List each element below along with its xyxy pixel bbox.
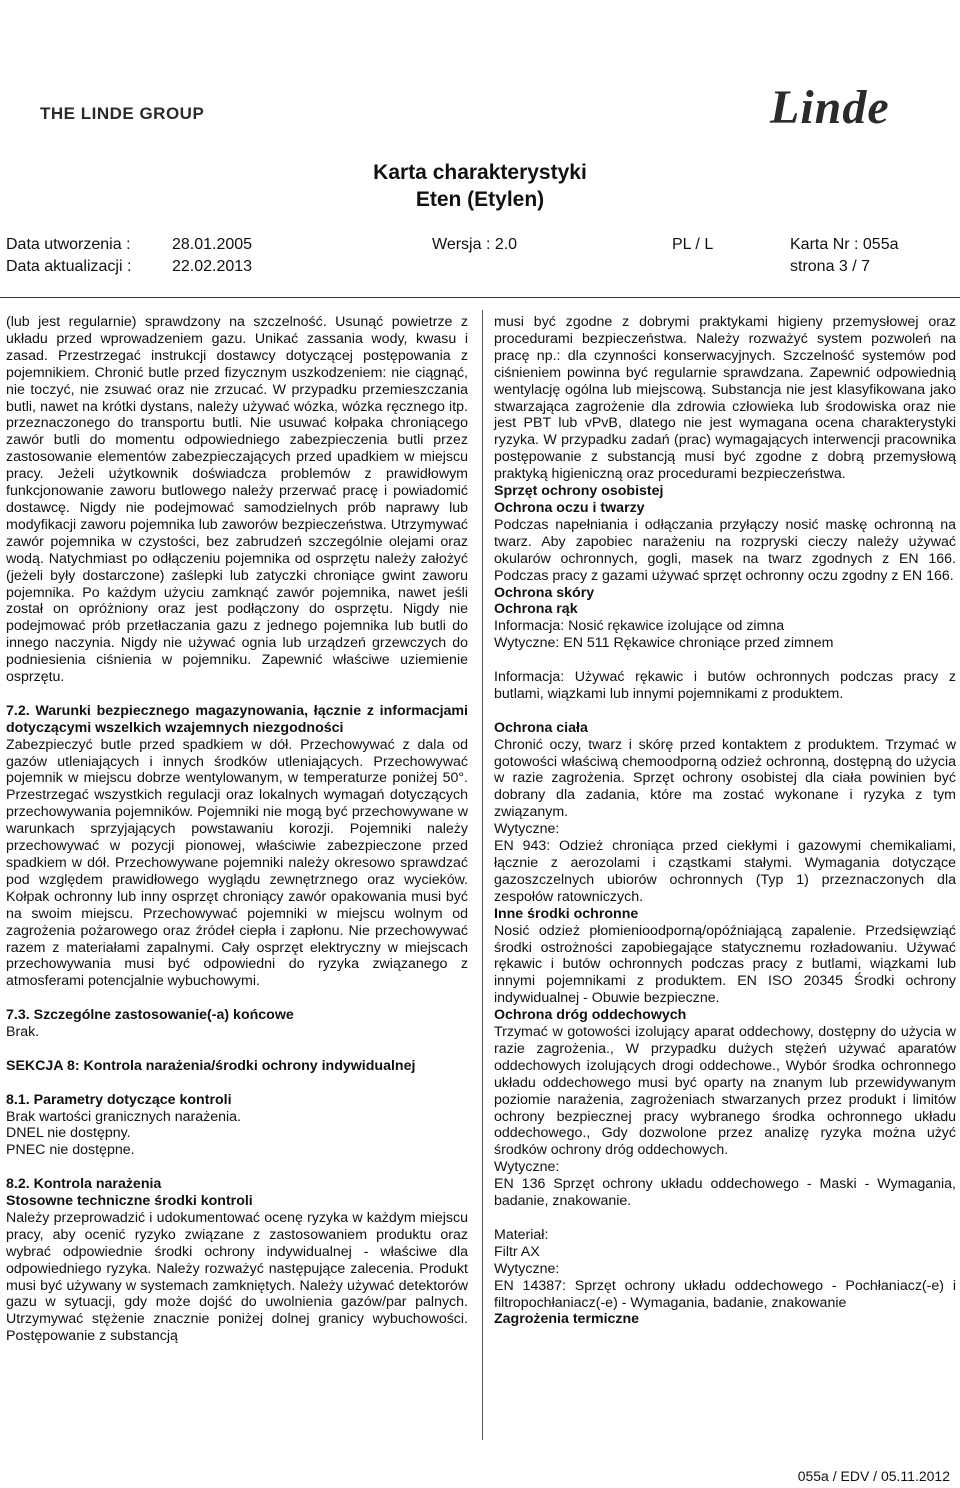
document-header [0,0,960,300]
storage-text: Zabezpieczyć butle przed spadkiem w dół. Przechowywać z dala od gazów utleniających i innych środków utleniających. Przechowywać pojemnik w miejscu dobrze wentylowanym, w temperaturze poniżej 50°. Przestrzegać wszystkich regulacji oraz lokalnych wymagań dotyczących przechowywania pojemników. Pojemniki nie mogą być przechowywane w warunkach sprzyjających powstawaniu korozji. Pojemniki należy przechowywać w pozycji pionowej, właściwie zabezpieczone przed spadkiem w dół. Przechowywane pojemniki należy okresowo sprawdzać pod względem prawidłowego wyglądu zewnętrznego oraz wycieków. Kołpak ochronny lub inny osprzęt chroniący zawór opakowania musi być na swoim miejscu. Przechowywać pojemniki w miejscu wolnym od zagrożenia pożarowego oraz źródeł ciepła i zapłonu. Nie przechowywać razem z materiałami zapalnymi. Cały osprzęt elektryczny w miejscach przechowywania musi być odpowiedni do ryzyka związanego z atmosferami potencjalnie wybuchowymi. [6,736,468,990]
language-code: PL / L [672,236,714,253]
end-use-text: Brak. [6,1024,40,1041]
header-divider [0,297,960,298]
engineering-controls-text: Należy przeprowadzić i udokumentować ocenę ryzyka w każdym miejscu pracy, aby ocenić ryzyko związane z zastosowaniem produktu oraz wybrać odpowiednie środki ochrony indywidualnej - właściwe dla odpowiedniego ryzyka. Należy rozważyć następujące zalecenia. Produkt musi być używany w systemach zamkniętych. Należy używać detektorów gazu w sytuacji, gdy może dojść do uwolnienia gazów/par palnych. Utrzymywać stężenie znacznie poniżej dolnej granicy wybuchowości. Postępowanie z substancją [6,1209,468,1345]
column-divider [482,310,483,1440]
section-7-3-heading: 7.3. Szczególne zastosowanie(-a) końcowe [6,1007,294,1024]
section-8-2-heading: 8.2. Kontrola narażenia [6,1176,162,1193]
card-number: Karta Nr : 055a [790,236,899,253]
created-label: Data utworzenia : [6,236,131,253]
left-column [6,314,468,1345]
footer-code: 055a / EDV / 05.11.2012 [797,1468,950,1484]
body-protection-text: Chronić oczy, twarz i skórę przed kontaktem z produktem. Trzymać w gotowości właściwą chemoodporną odzież ochronną, dostępną do użycia w razie zagrożenia. Sprzęt ochrony osobistej dla ciała powinien być dobrany dla zadania, które ma zostać wykonane i ryzyka z tym związanym. [494,736,956,821]
body-protection-heading: Ochrona ciała [494,719,588,736]
updated-label: Data aktualizacji : [6,258,132,275]
other-measures-text: Nosić odzież płomienioodporną/opóźniającą zapalenie. Przedsięwziąć środki ostrożności zapobiegające statycznemu rozładowaniu. Używać rękawic i butów ochronnych podczas pracy z butlami, wiązkami lub innymi pojemnikami z produktem. EN ISO 20345 Środki ochrony indywidualnej - Obuwie bezpieczne. [494,922,956,1007]
version: Wersja : 2.0 [432,236,518,253]
product-name: Eten (Etylen) [415,188,545,211]
respiratory-standard: EN 136 Sprzęt ochrony układu oddechowego - Maski - Wymagania, badanie, znakowanie. [494,1176,956,1210]
respiratory-protection-heading: Ochrona dróg oddechowych [494,1007,687,1024]
right-column [494,314,956,1328]
pnec-text: PNEC nie dostępne. [6,1142,135,1159]
dnel-text: DNEL nie dostępny. [6,1125,131,1142]
exposure-limits-text: Brak wartości granicznych narażenia. [6,1108,241,1125]
linde-group-logo: THE LINDE GROUP [40,104,205,123]
document-title: Karta charakterystyki [373,161,587,184]
skin-protection-heading: Ochrona skóry [494,584,595,601]
hand-protection-standard: Wytyczne: EN 511 Rękawice chroniące przed zimnem [494,635,834,652]
engineering-controls-heading: Stosowne techniczne środki kontroli [6,1193,253,1210]
hand-protection-note: Informacja: Używać rękawic i butów ochronnych podczas pracy z butlami, wiązkami lub innymi pojemnikami z produktem. [494,669,956,702]
filter-type: Filtr AX [494,1243,540,1260]
page-number: strona 3 / 7 [790,258,871,275]
handling-text: (lub jest regularnie) sprawdzony na szczelność. Usunąć powietrze z układu przed wprowadzeniem gazu. Unikać zassania wody, kwasu i zasad. Przestrzegać instrukcji dostawcy dotyczącej postępowania z pojemnikiem. Chronić butle przed fizycznym uszkodzeniem: nie ciągnąć, nie toczyć, nie zsuwać oraz nie zrzucać. W przypadku przemieszczania butli, nawet na krótki dystans, należy używać wózka, wózka ręcznego itp. przeznaczonego do transportu butli. Nie usuwać kołpaka chroniącego zawór butli do momentu odpowiedniego zabezpieczenia butli przez zastosowanie elementów zabezpieczających przed upadkiem w miejscu pracy. Jeżeli użytkownik doświadcza problemów z prawidłowym funkcjonowanie zaworu butlowego należy przerwać pracę i powiadomić dostawcę. Nigdy nie podejmować samodzielnych prób naprawy lub modyfikacji zaworu pojemnika lub zaworów bezpieczeństwa. Utrzymywać zawór pojemnika w czystości, bez zabrudzeń szczególnie olejami oraz wodą. Natychmiast po odłączeniu pojemnika od osprzętu należy założyć (jeżeli były dostarczone) zaślepki lub zatyczki chroniące gwint zaworu pojemnika. Po każdym użyciu zamknąć zawór pojemnika, nawet jeśli został on opróżniony oraz jest podłączony do osprzętu. Nigdy nie podejmować prób przetłaczania gazu z jednego pojemnika lub butli do innego naczynia. Nigdy nie używać ognia lub urządzeń grzewczych do podniesienia ciśnienia w pojemniku. Zapewnić właściwe uziemienie osprzętu. [6,314,468,686]
hand-protection-heading: Ochrona rąk [494,601,578,618]
updated-value: 22.02.2013 [172,258,253,275]
respiratory-protection-text: Trzymać w gotowości izolujący aparat oddechowy, dostępny do użycia w razie zagrożenia., W przypadku dużych stężeń używać aparatów oddechowych izolujących drogi oddechowe., Wybór środka ochronnego układu oddechowego musi być oparty na znanym lub przewidywanym poziomie narażenia, zagrożeniach stwarzanych przez produkt i limitów ochrony bezpiecznej pracy wybranego środka ochronnego układu oddechowego., Gdy dozwolone przez analizę ryzyka można użyć środków ochrony dróg oddechowych. [494,1024,956,1159]
hand-protection-info: Informacja: Nosić rękawice izolujące od zimna [494,618,785,635]
eye-protection-heading: Ochrona oczu i twarzy [494,499,645,516]
ppe-heading: Sprzęt ochrony osobistej [494,483,664,500]
filter-guidelines-label: Wytyczne: [494,1260,560,1277]
other-measures-heading: Inne środki ochronne [494,905,639,922]
created-value: 28.01.2005 [172,236,253,253]
section-8-1-heading: 8.1. Parametry dotyczące kontroli [6,1091,232,1108]
eye-protection-text: Podczas napełniania i odłączania przyłączy nosić maskę ochronną na twarz. Aby zapobiec narażeniu na rozpryski cieczy należy używać okularów ochronnych, gogli, masek na twarz zgodnych z EN 166. Podczas pracy z gazami używać sprzęt ochronny oczu zgodny z EN 166. [494,516,956,584]
body-protection-guidelines-label: Wytyczne: [494,821,560,838]
section-7-2-heading: 7.2. Warunki bezpiecznego magazynowania, łącznie z informacjami dotyczącymi wszelkich wzajemnych niezgodności [6,702,468,736]
section-8-heading: SEKCJA 8: Kontrola narażenia/środki ochrony indywidualnej [6,1057,416,1074]
hygiene-text: musi być zgodne z dobrymi praktykami higieny przemysłowej oraz procedurami bezpieczeństwa. Należy rozważyć system pozwoleń na pracę np.: dla czynności konserwacyjnych. Szczelność systemów pod ciśnieniem powinna być regularnie sprawdzana. Zapewnić odpowiednią wentylację ogólna lub miejscową. Substancja nie jest klasyfikowana jako stwarzająca zagrożenie dla zdrowia człowieka lub środowiska oraz nie jest PBT lub vPvB, dlatego nie jest wymagana ocena charakterystyki ryzyka. W przypadku zadań (prac) wymagających interwencji pracownika postępowanie z substancją musi być zgodne z dobrą przemysłową praktyką higieniczną oraz procedurami bezpieczeństwa. [494,314,956,483]
respiratory-guidelines-label: Wytyczne: [494,1159,560,1176]
thermal-hazards-heading: Zagrożenia termiczne [494,1311,640,1328]
material-label: Materiał: [494,1226,549,1243]
body-protection-standard: EN 943: Odzież chroniąca przed ciekłymi i gazowymi chemikaliami, łącznie z aerozolami i cząstkami stałymi. Wymagania dotyczące gazoszczelnych ubiorów ochronnych (Typ 1) przeznaczonych dla zespołów ratowniczych. [494,838,956,905]
filter-standard: EN 14387: Sprzęt ochrony układu oddechowego - Pochłaniacz(-e) i filtropochłaniacz(-e) - Wymagania, badanie, znakowanie [494,1277,956,1311]
linde-logo: Linde [770,81,890,134]
